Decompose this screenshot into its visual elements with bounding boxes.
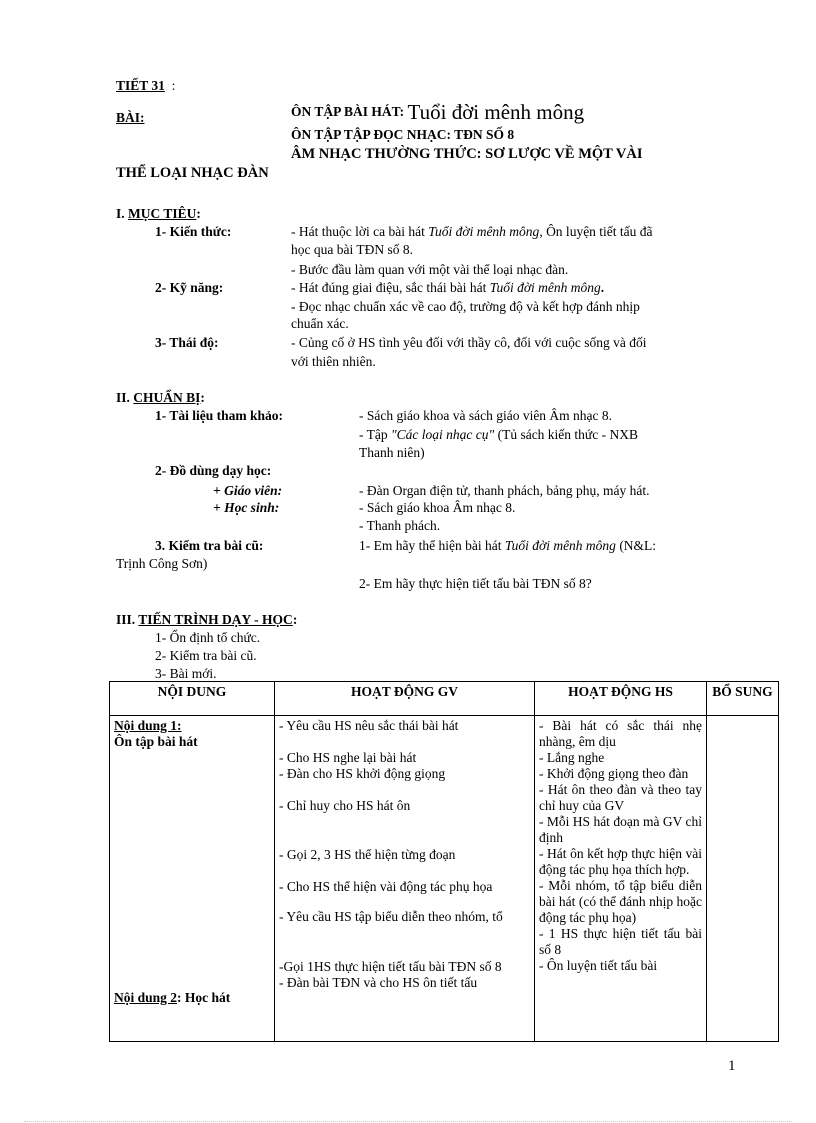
gv-item: - Chỉ huy cho HS hát ôn — [279, 798, 411, 813]
notes-cell — [707, 716, 779, 1042]
header-teacher-activity: HOẠT ĐỘNG GV — [275, 682, 535, 716]
table-header-row — [110, 682, 779, 716]
teacher-label: + Giáo viên: — [213, 483, 283, 498]
hs-item: - Bài hát có sắc thái nhẹ nhàng, êm dịu — [539, 718, 702, 749]
lesson-number: TIẾT 31 : — [116, 78, 176, 93]
hs-item: - Mỗi nhóm, tổ tập biểu diễn bài hát (có thể đánh nhịp hoặc động tác phụ họa) — [539, 878, 702, 925]
content-1-subtitle: Ôn tập bài hát — [114, 734, 198, 749]
reading-review-line: ÔN TẬP TẬP ĐỌC NHẠC: TĐN SỐ 8 — [291, 127, 515, 142]
teaching-aids-label: 2- Đồ dùng dạy học: — [155, 463, 272, 478]
gv-item: - Đàn bài TĐN và cho HS ôn tiết tấu — [279, 975, 478, 990]
skills-text-2: - Đọc nhạc chuẩn xác về cao độ, trường độ và kết hợp đánh nhịp — [291, 299, 640, 314]
knowledge-text: - Hát thuộc lời ca bài hát Tuổi đời mênh mông, Ôn luyện tiết tấu đã — [291, 224, 653, 239]
teacher-activity-cell — [275, 716, 535, 1042]
hs-item: - Mỗi HS hát đoạn mà GV chỉ định — [539, 814, 702, 845]
table-row — [110, 716, 779, 1042]
check-question-1-cont: Trịnh Công Sơn) — [116, 556, 208, 571]
student-aids-1: - Sách giáo khoa Âm nhạc 8. — [359, 500, 516, 515]
gv-item: - Cho HS thể hiện vài động tác phụ họa — [279, 879, 493, 894]
hs-item: - Hát ôn kết hợp thực hiện vài động tác phụ họa thích hợp. — [539, 846, 702, 877]
gv-item: - Đàn cho HS khởi động giọng — [279, 766, 446, 781]
attitude-label: 3- Thái độ: — [155, 335, 219, 350]
song-review-line: ÔN TẬP BÀI HÁT: Tuổi đời mênh mông — [291, 99, 585, 124]
check-question-2: 2- Em hãy thực hiện tiết tấu bài TĐN số 8? — [359, 576, 592, 591]
content-cell — [110, 716, 275, 1042]
knowledge-label: 1- Kiến thức: — [155, 224, 232, 239]
attitude-text: - Củng cố ở HS tình yêu đối với thầy cô, đối với cuộc sống và đối — [291, 335, 647, 350]
step-1: 1- Ổn định tổ chức. — [155, 630, 261, 645]
hs-item: - Hát ôn theo đàn và theo tay chỉ huy của GV — [539, 782, 702, 813]
section-procedure-heading: III. TIẾN TRÌNH DẠY - HỌC: — [116, 612, 298, 627]
song-title: Tuổi đời mênh mông — [407, 99, 585, 124]
hs-item: - 1 HS thực hiện tiết tấu bài số 8 — [539, 926, 702, 957]
reference-text-3: Thanh niên) — [359, 445, 425, 460]
step-2: 2- Kiểm tra bài cũ. — [155, 648, 257, 663]
header-student-activity: HOẠT ĐỘNG HS — [535, 682, 707, 716]
section-objectives-heading: I. MỤC TIÊU: — [116, 206, 201, 221]
content-2-title: Nội dung 2: Học hát — [114, 990, 231, 1005]
step-3: 3- Bài mới. — [155, 666, 217, 681]
gv-item: - Yêu cầu HS nêu sắc thái bài hát — [279, 718, 459, 733]
music-theory-line: ÂM NHẠC THƯỜNG THỨC: SƠ LƯỢC VỀ MỘT VÀI — [291, 146, 643, 162]
gv-item: - Cho HS nghe lại bài hát — [279, 750, 417, 765]
reference-text-1: - Sách giáo khoa và sách giáo viên Âm nhạc 8. — [359, 408, 613, 423]
hs-item: - Ôn luyện tiết tấu bài — [539, 958, 658, 973]
knowledge-text-3: - Bước đầu làm quan với một vài thể loại nhạc đàn. — [291, 262, 569, 277]
skills-label: 2- Kỹ năng: — [155, 280, 224, 295]
skills-text-3: chuẩn xác. — [291, 316, 349, 331]
teacher-aids: - Đàn Organ điện tử, thanh phách, bảng phụ, máy hát. — [359, 483, 650, 498]
header-content: NỘI DUNG — [110, 682, 275, 716]
old-lesson-check-label: 3. Kiểm tra bài cũ: — [155, 538, 264, 553]
page-number: 1 — [728, 1058, 736, 1074]
lesson-table — [109, 681, 779, 1042]
knowledge-text-2: học qua bài TĐN số 8. — [291, 242, 413, 257]
student-label: + Học sinh: — [213, 500, 280, 515]
section-preparation-heading: II. CHUẨN BỊ: — [116, 390, 205, 405]
hs-item: - Lắng nghe — [539, 750, 605, 765]
reference-label: 1- Tài liệu tham khảo: — [155, 408, 284, 423]
check-question-1: 1- Em hãy thể hiện bài hát Tuổi đời mênh mông (N&L: — [359, 538, 657, 553]
content-1-title: Nội dung 1: — [114, 718, 182, 733]
page-bottom-divider — [24, 1121, 792, 1122]
attitude-text-2: với thiên nhiên. — [291, 354, 376, 369]
skills-text: - Hát đúng giai điệu, sắc thái bài hát Tuổi đời mênh mông. — [291, 280, 605, 295]
reference-text-2: - Tập "Các loại nhạc cụ" (Tủ sách kiến thức - NXB — [359, 427, 638, 442]
music-theory-line-cont: THỂ LOẠI NHẠC ĐÀN — [116, 165, 269, 181]
lesson-label: BÀI: — [116, 110, 145, 125]
student-aids-2: - Thanh phách. — [359, 518, 441, 533]
gv-item: - Gọi 2, 3 HS thể hiện từng đoạn — [279, 847, 456, 862]
student-activity-cell — [535, 716, 707, 1042]
hs-item: - Khởi động giọng theo đàn — [539, 766, 689, 781]
gv-item: -Gọi 1HS thực hiện tiết tấu bài TĐN số 8 — [279, 959, 502, 974]
header-notes: BỔ SUNG — [707, 682, 779, 716]
gv-item: - Yêu cầu HS tập biểu diễn theo nhóm, tổ — [279, 909, 503, 924]
